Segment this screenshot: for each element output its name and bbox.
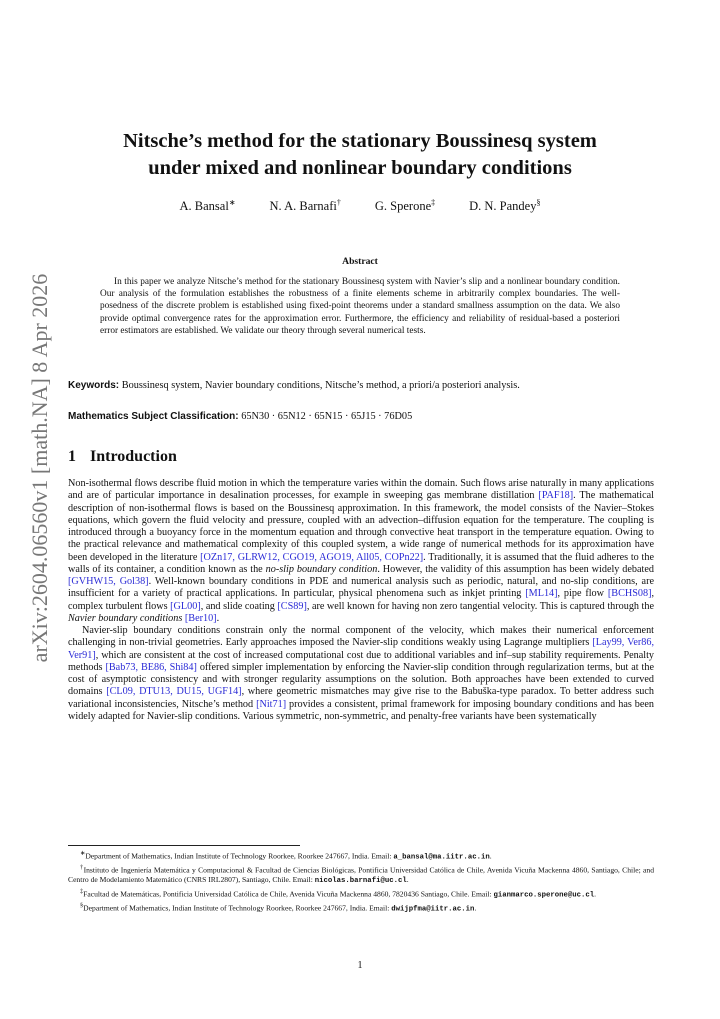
citation-link[interactable]: [GL00] — [170, 600, 201, 612]
citation-link[interactable]: [PAF18] — [538, 490, 574, 502]
author-list — [66, 198, 654, 214]
citation-link[interactable]: [BCHS08] — [607, 588, 652, 600]
author: D. N. Pandey§ — [469, 198, 541, 214]
footnote: ‡Facultad de Matemáticas, Pontificia Universidad Católica de Chile, Avenida Vicuña Mackenna 4860, 7820436 Santiago, Chile. Email: gianmarco.sperone@uc.cl. — [80, 888, 597, 900]
author: N. A. Barnafi† — [269, 198, 341, 214]
body-text — [68, 478, 654, 723]
email-link[interactable]: gianmarco.sperone@uc.cl — [493, 891, 595, 900]
abstract-heading: Abstract — [342, 256, 378, 267]
title-line-2: under mixed and nonlinear boundary conditions — [148, 157, 572, 179]
msc-label: Mathematics Subject Classification: — [68, 411, 239, 422]
email-link[interactable]: nicolas.barnafi@uc.cl — [314, 877, 407, 886]
keywords-label: Keywords: — [68, 380, 120, 391]
citation-link[interactable]: [CL09, DTU13, DU15, UGF14] — [106, 686, 242, 698]
paragraph-2: Navier-slip boundary conditions constrain only the normal component of the velocity, which makes their numerical enforcement challenging in non-trivial geometries. Early approaches imposed the Navier-slip conditions weakly using Lagrange multipliers [Lay99, Ver86, Ver91], which are consistent at the cost of increased computational cost due to additional variables and inf–sup stability requirements. Penalty methods [Bab73, BE86, Shi84] offered simpler implementation by enforcing the Navier-slip condition through regularization terms, but at the cost of asymptotic consistency and with stronger regularity assumptions on the solution. Both approaches have been extended to curved domains [CL09, DTU13, DU15, UGF14], where geometric mismatches may give rise to the Babuška-type paradox. To better address such variational inconsistencies, Nitsche’s method [Nit71] provides a consistent, primal framework for imposing boundary conditions and has been widely adapted for Navier-slip conditions. Various symmetric, non-symmetric, and penalty-free variants have been systematically — [68, 625, 655, 722]
footnote: §Department of Mathematics, Indian Institute of Technology Roorkee, Roorkee 247667, India. Email: dwijpfma@iitr.ac.in. — [80, 902, 477, 914]
citation-link[interactable]: [GVHW15, Gol38] — [68, 576, 149, 587]
email-link[interactable]: dwijpfma@iitr.ac.in — [391, 905, 475, 914]
section-number: 1 — [68, 448, 76, 465]
keywords-text: Boussinesq system, Navier boundary conditions, Nitsche’s method, a priori/a posteriori analysis. — [121, 380, 520, 391]
citation-link[interactable]: [CS89] — [277, 600, 307, 612]
footnote: ∗Department of Mathematics, Indian Institute of Technology Roorkee, Roorkee 247667, India. Email: a_bansal@ma.iitr.ac.in. — [80, 850, 492, 862]
footnotes — [68, 849, 654, 916]
msc-codes: 65N30 · 65N12 · 65N15 · 65J15 · 76D05 — [241, 411, 413, 422]
arxiv-identifier: arXiv:2604.06560v1 [math.NA] 8 Apr 2026 — [27, 273, 52, 663]
footnote: †Instituto de Ingeniería Matemática y Computacional & Facultad de Ciencias Biológicas, Pontificia Universidad Católica de Chile, Avenida Vicuña Mackenna 4860, Santiago, Chile; and Centro de Modelamiento Matemático (CNRS IRL2807), Santiago, Chile. Email: nicolas.barnafi@uc.cl. — [68, 864, 654, 886]
author: A. Bansal∗ — [179, 198, 236, 214]
keywords — [68, 380, 654, 391]
msc-classification — [68, 411, 654, 422]
email-link[interactable]: a_bansal@ma.iitr.ac.in — [393, 853, 490, 862]
citation-link[interactable]: [Lay99, Ver86, Ver91] — [68, 637, 655, 661]
title-line-1: Nitsche’s method for the stationary Boussinesq system — [123, 130, 597, 152]
section-heading — [68, 448, 177, 466]
citation-link[interactable]: [Bab73, BE86, Shi84] — [105, 661, 197, 673]
arxiv-stamp — [20, 273, 60, 663]
page-number: 1 — [357, 960, 363, 971]
paper-title — [66, 128, 654, 182]
abstract-text: In this paper we analyze Nitsche’s method for the stationary Boussinesq system with Navier’s slip and a nonlinear boundary condition. Our analysis of the formulation establishes the robustness of a finite elements scheme in arbitrarily complex boundaries. The well-posedness of the discrete problem is established using fixed-point theorems under a standard smallness assumption on the data. We also provide optimal convergence rates for the approximation error. Furthermore, the efficiency and reliability of residual-based a posteriori error estimators are established. We validate our theory through several numerical tests. — [100, 277, 620, 336]
section-title: Introduction — [90, 448, 177, 465]
footnote-rule — [68, 845, 300, 846]
author: G. Sperone‡ — [374, 198, 436, 214]
paragraph-1: Non-isothermal flows describe fluid motion in which the temperature varies within the domain. Such flows arise naturally in many applications and are of particular importance in desalination processes, for example in sweeping gas membrane distillation [PAF18]. The mathematical description of non-isothermal flows is based on the Boussinesq approximation. In this framework, the model consists of the Navier–Stokes equations, which govern the fluid velocity and pressure, coupled with an advection–diffusion equation for the temperature. The coupling is introduced through a buoyancy force in the momentum equation and through convective heat transport in the temperature equation. Owing to the practical relevance and mathematical complexity of this coupled system, a wide range of numerical methods for its approximation have been developed in the literature [OZn17, GLRW12, CGO19, AGO19, All05, COPn22]. Traditionally, it is assumed that the fluid adheres to the walls of its container, a condition known as the no-slip boundary condition. However, the validity of this assumption has been widely debated [GVHW15, Gol38]. Well-known boundary conditions in PDE and numerical analysis such as periodic, natural, and no-slip conditions, are insufficient for a variety of practical applications. In particular, physical phenomena such as inkjet printing [ML14], pipe flow [BCHS08], complex turbulent flows [GL00], and slide coating [CS89], are well known for having non zero tangential velocity. This is captured through the Navier boundary conditions [Ber10]. — [68, 478, 655, 624]
citation-link[interactable]: [OZn17, GLRW12, CGO19, AGO19, All05, COPn22] — [200, 551, 424, 563]
citation-link[interactable]: [Nit71] — [256, 698, 287, 710]
citation-link[interactable]: [ML14] — [525, 588, 558, 600]
citation-link[interactable]: [Ber10] — [184, 612, 217, 624]
